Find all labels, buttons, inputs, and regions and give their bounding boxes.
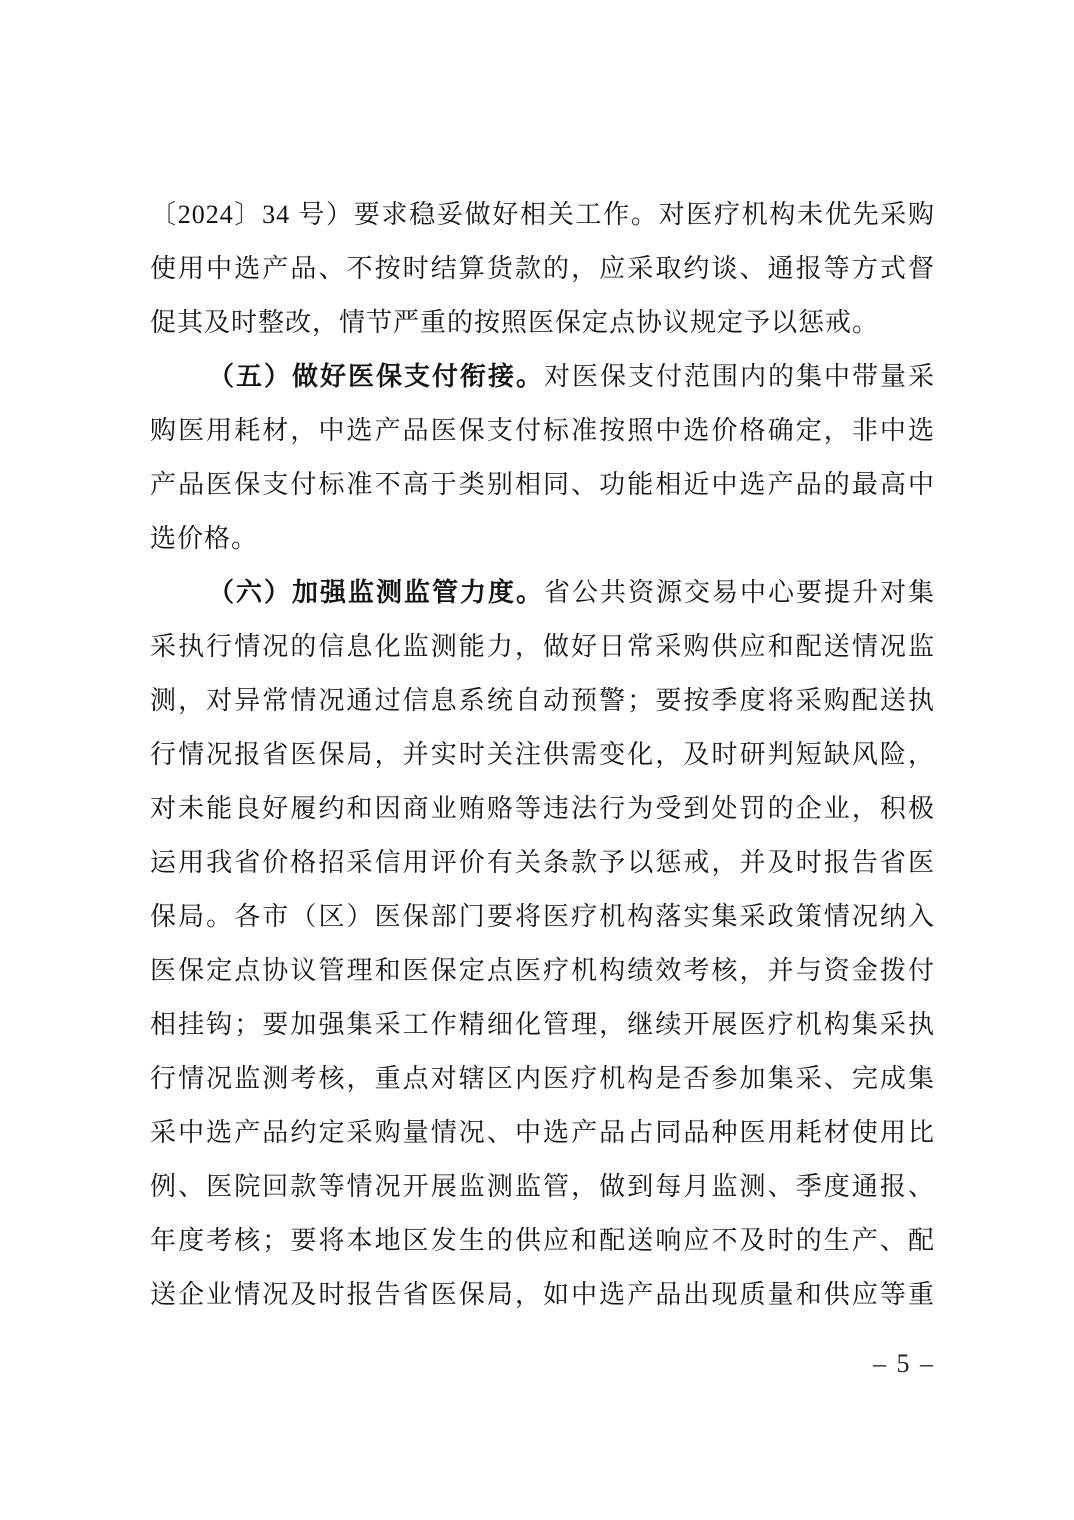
- line-text: 省公共资源交易中心要提升对集: [544, 578, 935, 607]
- text-line: [150, 620, 935, 674]
- line-text: 保局。各市（区）医保部门要将医疗机构落实集采政策情况纳入: [150, 902, 935, 931]
- line-text: 行情况监测考核，重点对辖区内医疗机构是否参加集采、完成集: [150, 1064, 935, 1093]
- text-line: [150, 728, 935, 782]
- text-line: [150, 944, 935, 998]
- section-heading: （五）做好医保支付衔接。: [208, 362, 544, 391]
- paragraph: [150, 350, 935, 566]
- line-text: 相挂钩；要加强集采工作精细化管理，继续开展医疗机构集采执: [150, 1010, 935, 1039]
- text-line: [150, 782, 935, 836]
- text-line: [150, 890, 935, 944]
- line-text: 测，对异常情况通过信息系统自动预警；要按季度将采购配送执: [150, 686, 935, 715]
- text-line: [150, 350, 935, 404]
- line-text: 医保定点协议管理和医保定点医疗机构绩效考核，并与资金拨付: [150, 956, 935, 985]
- line-text: 使用中选产品、不按时结算货款的，应采取约谈、通报等方式督: [150, 254, 935, 283]
- text-line: [150, 674, 935, 728]
- line-text: 送企业情况及时报告省医保局，如中选产品出现质量和供应等重: [150, 1280, 935, 1309]
- text-line: [150, 1052, 935, 1106]
- page-number: – 5 –: [873, 1349, 935, 1378]
- text-line: [150, 1106, 935, 1160]
- line-text: 产品医保支付标准不高于类别相同、功能相近中选产品的最高中: [150, 470, 935, 499]
- text-line: [150, 242, 935, 296]
- text-line: [150, 296, 935, 350]
- line-text: 行情况报省医保局，并实时关注供需变化，及时研判短缺风险，: [150, 740, 935, 769]
- section-heading: （六）加强监测监管力度。: [208, 578, 544, 607]
- line-text: 例、医院回款等情况开展监测监管，做到每月监测、季度通报、: [150, 1172, 935, 1201]
- line-text: 促其及时整改，情节严重的按照医保定点协议规定予以惩戒。: [150, 308, 880, 337]
- line-text: 采执行情况的信息化监测能力，做好日常采购供应和配送情况监: [150, 632, 935, 661]
- text-line: [150, 1160, 935, 1214]
- text-line: [150, 998, 935, 1052]
- text-line: [150, 404, 935, 458]
- paragraph: [150, 566, 935, 1322]
- line-text: 对未能良好履约和因商业贿赂等违法行为受到处罚的企业，积极: [150, 794, 935, 823]
- line-text: 运用我省价格招采信用评价有关条款予以惩戒，并及时报告省医: [150, 848, 935, 877]
- text-line: [150, 836, 935, 890]
- text-line: [150, 1268, 935, 1322]
- line-text: 购医用耗材，中选产品医保支付标准按照中选价格确定，非中选: [150, 416, 935, 445]
- text-line: [150, 1214, 935, 1268]
- text-line: [150, 458, 935, 512]
- text-line: [150, 566, 935, 620]
- line-text: 〔2024〕34 号）要求稳妥做好相关工作。对医疗机构未优先采购: [150, 200, 935, 229]
- line-text: 选价格。: [150, 524, 259, 553]
- paragraph: [150, 188, 935, 350]
- line-text: 采中选产品约定采购量情况、中选产品占同品种医用耗材使用比: [150, 1118, 935, 1147]
- line-text: 年度考核；要将本地区发生的供应和配送响应不及时的生产、配: [150, 1226, 935, 1255]
- document-body: [150, 188, 935, 1322]
- text-line: [150, 512, 935, 566]
- text-line: [150, 188, 935, 242]
- line-text: 对医保支付范围内的集中带量采: [544, 362, 935, 391]
